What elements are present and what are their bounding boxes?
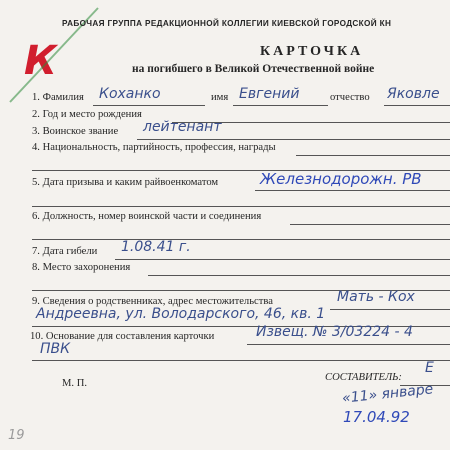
rank-line: [137, 139, 450, 140]
surname-line: [93, 105, 205, 106]
burial-label: 8. Место захоронения: [32, 262, 131, 273]
patronymic-value: Яковле: [387, 86, 440, 102]
organization-header: РАБОЧАЯ ГРУППА РЕДАКЦИОННОЙ КОЛЛЕГИИ КИЕВСКОЙ ГОРОДСКОЙ КН: [62, 19, 392, 28]
card-title: КАРТОЧКА: [260, 44, 364, 59]
name-line: [233, 105, 328, 106]
basis-line: [247, 344, 450, 345]
basis-label: 10. Основание для составления карточки: [30, 331, 215, 342]
position-label: 6. Должность, номер воинской части и соединения: [32, 211, 262, 222]
surname-label: 1. Фамилия: [32, 92, 84, 103]
relatives-label: 9. Сведения о родственниках, адрес местожительства: [32, 296, 273, 307]
pencil-date: 17.04.92: [343, 408, 410, 426]
compiler-label: СОСТАВИТЕЛЬ:: [325, 372, 402, 383]
birth-label: 2. Год и место рождения: [32, 109, 142, 120]
conscription-line: [255, 190, 450, 191]
page-number: 19: [8, 428, 25, 443]
patronymic-line: [384, 105, 450, 106]
handwritten-date: «11» январе: [341, 381, 435, 407]
position-line: [290, 224, 450, 225]
surname-value: Коханко: [99, 86, 161, 102]
stamp-place-label: М. П.: [62, 378, 88, 389]
corner-k-mark: К: [24, 38, 57, 84]
position-line-2: [32, 239, 450, 240]
basis-line-2: [32, 360, 450, 361]
conscription-line-2: [32, 206, 450, 207]
nationality-label: 4. Национальность, партийность, профессия, награды: [32, 142, 276, 153]
relatives-line: [330, 309, 450, 310]
compiler-value: Е: [425, 360, 434, 376]
patronymic-label: отчество: [330, 92, 370, 103]
relatives-value-2: Андреевна, ул. Володарского, 46, кв. 1: [36, 306, 326, 322]
rank-value: лейтенант: [143, 119, 222, 135]
death-date-value: 1.08.41 г.: [121, 239, 191, 255]
death-date-line: [115, 259, 450, 260]
basis-value: Извещ. № 3/03224 - 4: [256, 324, 413, 340]
relatives-value: Мать - Кох: [337, 289, 415, 305]
rank-label: 3. Воинское звание: [32, 126, 119, 137]
basis-value-2: ПВК: [40, 341, 71, 357]
death-date-label: 7. Дата гибели: [32, 246, 98, 257]
name-value: Евгений: [239, 86, 300, 102]
nationality-line: [296, 155, 450, 156]
conscription-value: Железнодорожн. РВ: [260, 170, 422, 188]
card-subtitle: на погибшего в Великой Отечественной войне: [132, 63, 375, 75]
burial-line: [148, 275, 450, 276]
name-label: имя: [211, 92, 229, 103]
conscription-label: 5. Дата призыва и каким райвоенкоматом: [32, 177, 219, 188]
